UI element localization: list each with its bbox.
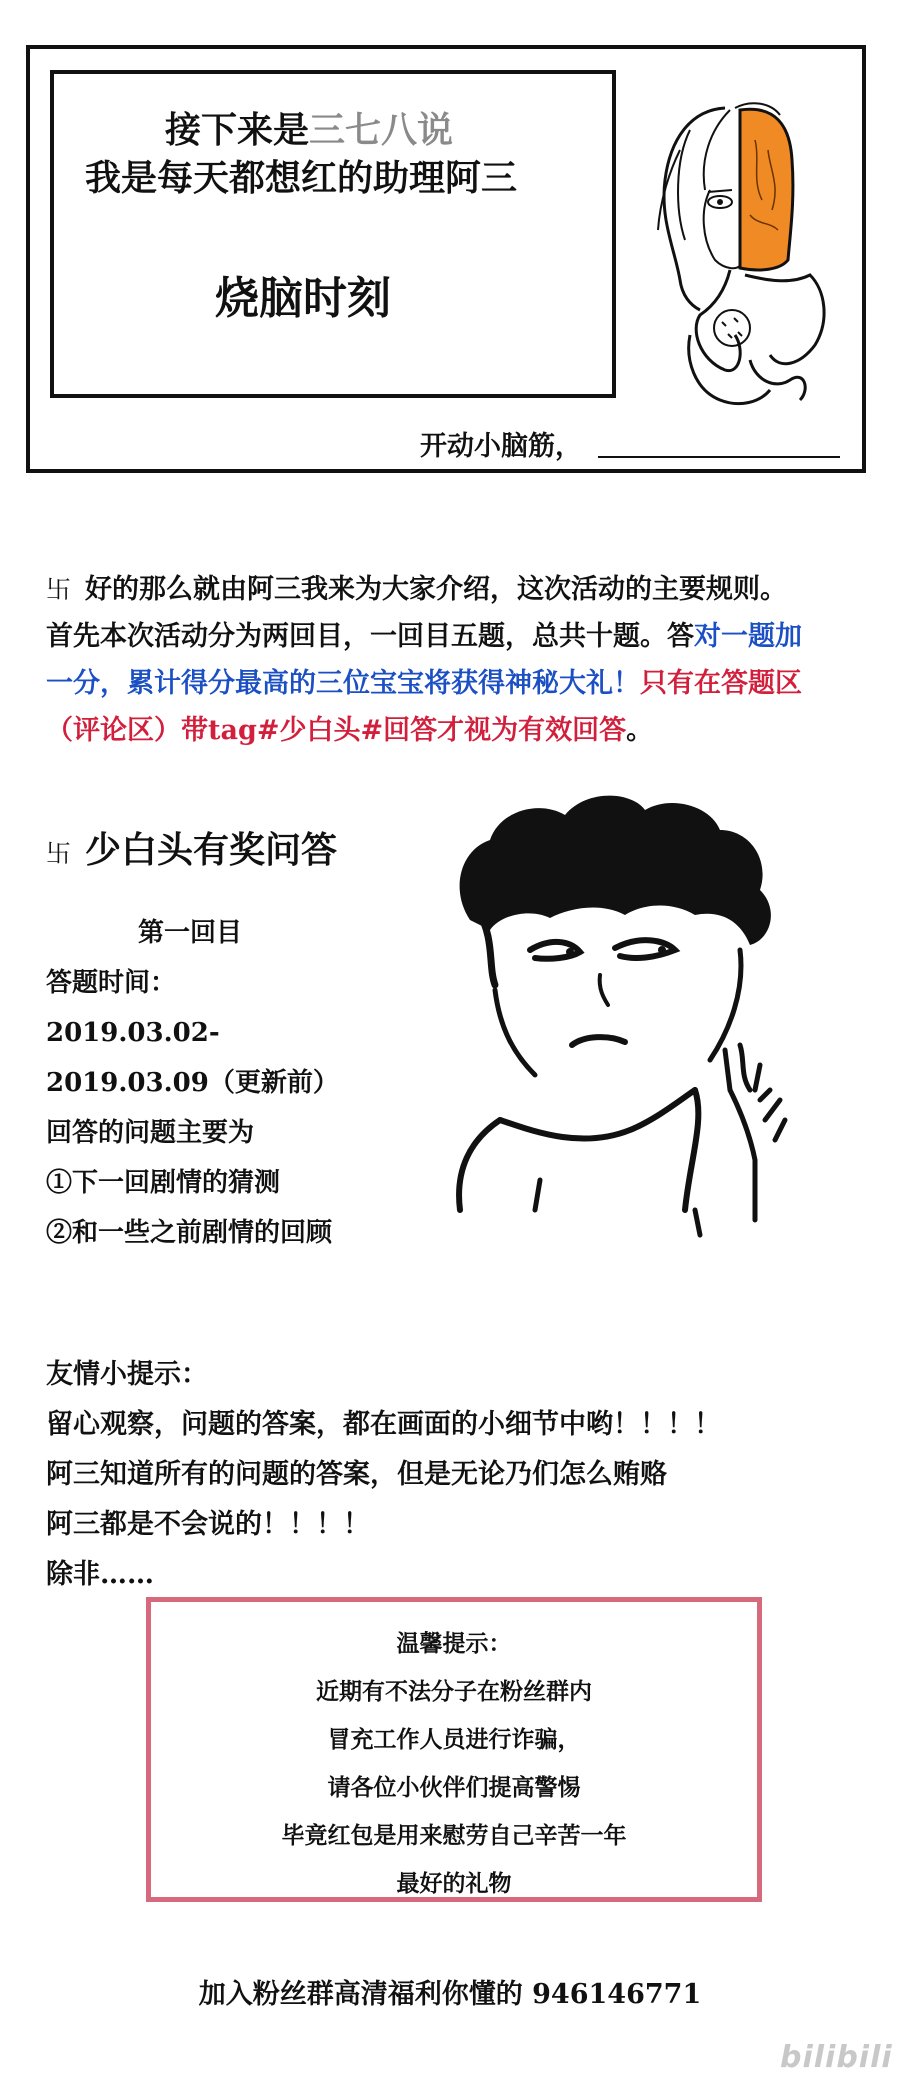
intro-segment-3: 对一题加 [694, 621, 802, 652]
intro-line-3 [46, 659, 802, 709]
notice-line-1: 近期有不法分子在粉丝群内 [316, 1678, 592, 1705]
time-label: 答题时间： [46, 968, 177, 998]
girl-drawing-illustration [630, 90, 860, 420]
start-date: 2019.03.02- [46, 1018, 220, 1048]
qa-title-text: 少白头有奖问答 [85, 829, 338, 871]
qa-section-title [46, 822, 337, 873]
swastika-symbol-icon: 卐 [46, 575, 72, 604]
topic-label: 回答的问题主要为 [46, 1118, 255, 1148]
round-title: 第一回目 [138, 918, 243, 948]
answer-blank-line [598, 456, 840, 458]
intro-segment-2: 首先本次活动分为两回目，一回目五题，总共十题。答 [46, 621, 694, 652]
intro-line-4 [46, 706, 653, 756]
tips-heading: 友情小提示： [46, 1359, 208, 1390]
intro-segment-4: 一分，累计得分最高的三位宝宝将获得神秘大礼！ [46, 668, 640, 699]
topic-item-1: ①下一回剧情的猜测 [46, 1168, 281, 1198]
header-line-1-prefix: 接下来是 [165, 109, 310, 151]
header-line-2: 我是每天都想红的助理阿三 [85, 157, 518, 199]
intro-line-1 [46, 565, 787, 615]
tips-line-3: 阿三都是不会说的！！！！ [46, 1509, 370, 1540]
swastika-symbol-icon: 卐 [46, 839, 72, 868]
notice-line-3: 请各位小伙伴们提高警惕 [327, 1774, 581, 1801]
notice-line-2: 冒充工作人员进行诈骗， [327, 1726, 581, 1753]
end-date: 2019.03.09（更新前） [46, 1068, 339, 1098]
boy-drawing-illustration [440, 790, 840, 1310]
intro-line-2 [46, 612, 802, 662]
tips-line-4: 除非…… [46, 1559, 154, 1590]
fan-group-info: 加入粉丝群高清福利你懂的 946146771 [198, 1979, 702, 2010]
intro-segment-7: 。 [626, 715, 654, 746]
intro-segment-5: 只有在答题区 [640, 668, 802, 699]
notice-line-5: 最好的礼物 [396, 1870, 512, 1897]
notice-line-4: 毕竟红包是用来慰劳自己辛苦一年 [281, 1822, 627, 1849]
prompt-text: 开动小脑筋， [420, 431, 582, 462]
header-line-1 [165, 109, 454, 151]
topic-item-2: ②和一些之前剧情的回顾 [46, 1218, 333, 1248]
bilibili-watermark-logo: bilibili [780, 2040, 893, 2075]
tips-line-2: 阿三知道所有的问题的答案，但是无论乃们怎么贿赂 [46, 1459, 667, 1490]
header-line-1-highlight: 三七八说 [309, 109, 454, 151]
intro-segment-1: 好的那么就由阿三我来为大家介绍，这次活动的主要规则。 [85, 574, 788, 605]
notice-title: 温馨提示： [396, 1630, 512, 1657]
intro-segment-6: （评论区）带tag#少白头#回答才视为有效回答 [46, 715, 627, 746]
tips-line-1: 留心观察，问题的答案，都在画面的小细节中哟！！！！ [46, 1409, 721, 1440]
burn-title: 烧脑时刻 [215, 273, 391, 324]
